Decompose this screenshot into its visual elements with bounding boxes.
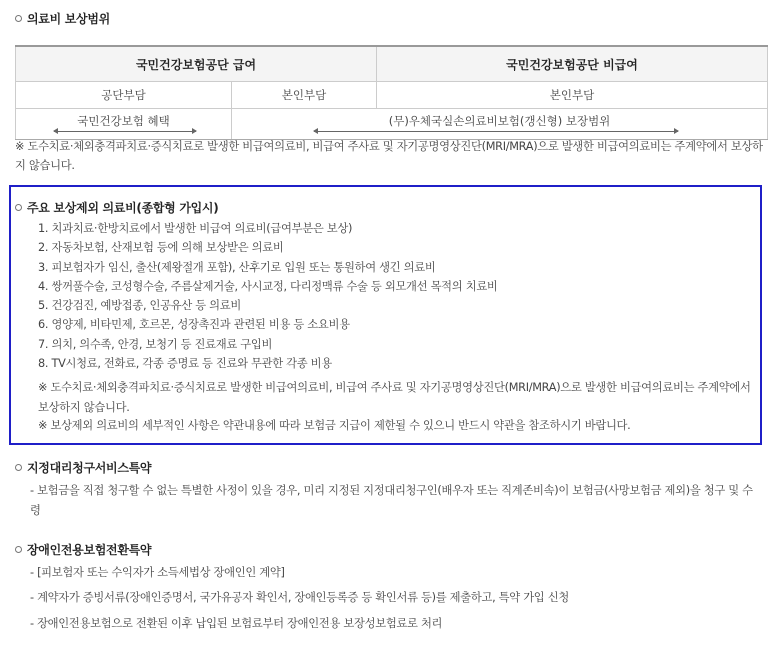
disabled-conversion-item: - [피보험자 또는 수익자가 소득세법상 장애인인 계약] (30, 566, 285, 579)
table-header-row (16, 46, 768, 82)
exclusion-note-non-covered: ※ 도수치료·체외충격파치료·증식치료로 발생한 비급여의료비, 비급여 주사료 및 자기공명영상진단(MRI/MRA)으로 발생한 비급여의료비는 주계약에서 보상하지 않습니다. (38, 381, 751, 414)
circle-bullet-icon (15, 15, 22, 22)
table-scope-row (16, 109, 768, 140)
list-item: 7. 의치, 의수족, 안경, 보청기 등 진료재료 구입비 (38, 337, 273, 351)
header-non-covered: 국민건강보험공단 비급여 (377, 46, 768, 82)
double-arrow-icon (314, 131, 678, 132)
double-arrow-icon (54, 131, 196, 132)
section-title-exclusions (15, 199, 218, 216)
national-insurance-benefit-label: 국민건강보험 혜택 (77, 114, 170, 128)
coverage-scope-note: ※ 도수치료·체외충격파치료·증식치료로 발생한 비급여의료비, 비급여 주사료 및 자기공명영상진단(MRI/MRA)으로 발생한 비급여의료비는 주계약에서 보상하지 않습니다. (15, 140, 763, 172)
list-item: 5. 건강검진, 예방접종, 인공유산 등 의료비 (38, 299, 242, 313)
list-item: 4. 쌍꺼풀수술, 코성형수술, 주름살제거술, 사시교정, 다리정맥류 수술 등 외모개선 목적의 치료비 (38, 279, 498, 293)
circle-bullet-icon (15, 204, 22, 211)
exclusion-note-terms: ※ 보상제외 의료비의 세부적인 사항은 약관내용에 따라 보험금 지급이 제한될 수 있으니 반드시 약관을 참조하시기 바랍니다. (38, 419, 631, 432)
section-title-text: 장애인전용보험전환특약 (27, 543, 152, 557)
section-title-disabled-conversion (15, 541, 151, 558)
proxy-claim-item: - 보험금을 직접 청구할 수 없는 특별한 사정이 있을 경우, 미리 지정된 지정대리청구인(배우자 또는 직계존비속)이 보험금(사망보험금 제외)을 청구 및 수령 (30, 484, 753, 517)
list-item: 1. 치과치료·한방치료에서 발생한 비급여 의료비(급여부분은 보상) (38, 222, 353, 235)
circle-bullet-icon (15, 464, 22, 471)
section-title-coverage-scope (15, 10, 110, 27)
exclusion-list (38, 219, 498, 373)
list-item: 3. 피보험자가 임신, 출산(제왕절개 포함), 산후기로 입원 또는 통원하여 생긴 의료비 (38, 260, 436, 274)
section-title-proxy-claim (15, 459, 151, 476)
list-item: 8. TV시청료, 전화료, 각종 증명료 등 진료와 무관한 각종 비용 (38, 357, 332, 371)
cell-self-share-non-covered: 본인부담 (377, 82, 768, 109)
header-covered: 국민건강보험공단 급여 (16, 46, 377, 82)
cell-self-share-covered: 본인부담 (232, 82, 377, 109)
section-title-text: 주요 보상제외 의료비(종합형 가입시) (27, 201, 219, 215)
circle-bullet-icon (15, 546, 22, 553)
cell-postal-insurance-scope (232, 109, 768, 140)
list-item: 2. 자동차보험, 산재보험 등에 의해 보상받은 의료비 (38, 241, 284, 255)
postal-insurance-scope-label: (무)우체국실손의료비보험(갱신형) 보장범위 (388, 114, 611, 128)
cell-national-insurance-benefit (16, 109, 232, 140)
list-item: 6. 영양제, 비타민제, 호르몬, 성장촉진과 관련된 비용 등 소요비용 (38, 318, 350, 332)
disabled-conversion-item: - 장애인전용보험으로 전환된 이후 납입된 보험료부터 장애인전용 보장성보험료로 처리 (30, 617, 443, 630)
coverage-scope-table (15, 45, 768, 140)
disabled-conversion-item: - 계약자가 증빙서류(장애인증명서, 국가유공자 확인서, 장애인등록증 등 확인서류 등)를 제출하고, 특약 가입 신청 (30, 591, 569, 604)
section-title-text: 의료비 보상범위 (27, 12, 110, 26)
section-title-text: 지정대리청구서비스특약 (27, 461, 152, 475)
table-sub-row (16, 82, 768, 109)
cell-public-share: 공단부담 (16, 82, 232, 109)
